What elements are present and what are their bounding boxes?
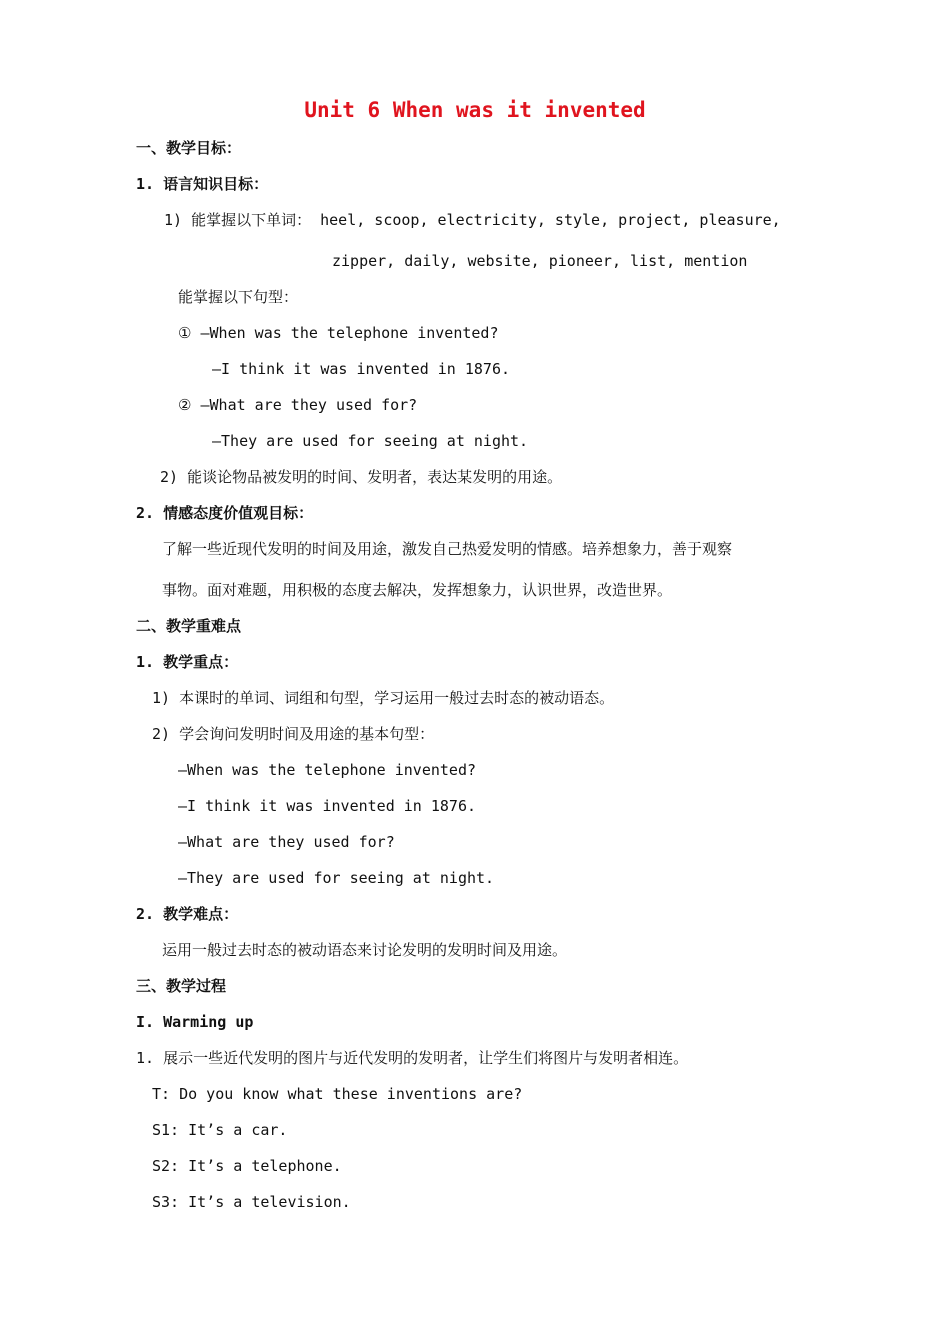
objective-item-2: 2) 能谈论物品被发明的时间、发明者，表达某发明的用途。 <box>160 468 563 486</box>
subsection-heading-difficulty: 2. 教学难点： <box>136 905 239 923</box>
key-pattern-1: —When was the telephone invented? <box>178 761 477 779</box>
subsection-heading-attitude: 2. 情感态度价值观目标： <box>136 504 314 522</box>
dialogue-student-2: S2: It’s a telephone. <box>152 1157 342 1175</box>
sentence-patterns-label: 能掌握以下句型： <box>178 288 299 306</box>
dialogue-student-3: S3: It’s a television. <box>152 1193 351 1211</box>
section-heading-procedure: 三、教学过程 <box>136 977 227 995</box>
key-pattern-4: —They are used for seeing at night. <box>178 869 495 887</box>
vocabulary-line-2: zipper, daily, website, pioneer, list, mention <box>332 252 748 270</box>
attitude-paragraph-line-1: 了解一些近现代发明的时间及用途，激发自己热爱发明的情感。培养想象力，善于观察 <box>162 540 733 558</box>
procedure-step-warming-up: I. Warming up <box>136 1013 254 1031</box>
section-heading-key-points: 二、教学重难点 <box>136 617 242 635</box>
pattern-2-answer: —They are used for seeing at night. <box>212 432 529 450</box>
dialogue-student-1: S1: It’s a car. <box>152 1121 288 1139</box>
attitude-paragraph-line-2: 事物。面对难题，用积极的态度去解决，发挥想象力，认识世界，改造世界。 <box>162 581 673 599</box>
section-heading-objectives: 一、教学目标： <box>136 139 242 157</box>
document-title: Unit 6 When was it invented <box>304 98 646 122</box>
pattern-1-question: ① —When was the telephone invented? <box>178 324 499 342</box>
dialogue-teacher: T: Do you know what these inventions are? <box>152 1085 523 1103</box>
key-pattern-2: —I think it was invented in 1876. <box>178 797 477 815</box>
pattern-1-answer: —I think it was invented in 1876. <box>212 360 511 378</box>
key-point-item-2: 2) 学会询问发明时间及用途的基本句型： <box>152 725 435 743</box>
key-pattern-3: —What are they used for? <box>178 833 395 851</box>
subsection-heading-language-knowledge: 1. 语言知识目标： <box>136 175 269 193</box>
warming-up-item-1: 1. 展示一些近代发明的图片与近代发明的发明者，让学生们将图片与发明者相连。 <box>136 1049 689 1067</box>
key-point-item-1: 1) 本课时的单词、词组和句型，学习运用一般过去时态的被动语态。 <box>152 689 615 707</box>
subsection-heading-key-point: 1. 教学重点： <box>136 653 239 671</box>
vocabulary-line-1: 1) 能掌握以下单词： heel, scoop, electricity, style, project, pleasure, <box>164 211 781 229</box>
difficulty-paragraph: 运用一般过去时态的被动语态来讨论发明的发明时间及用途。 <box>162 941 568 959</box>
pattern-2-question: ② —What are they used for? <box>178 396 418 414</box>
